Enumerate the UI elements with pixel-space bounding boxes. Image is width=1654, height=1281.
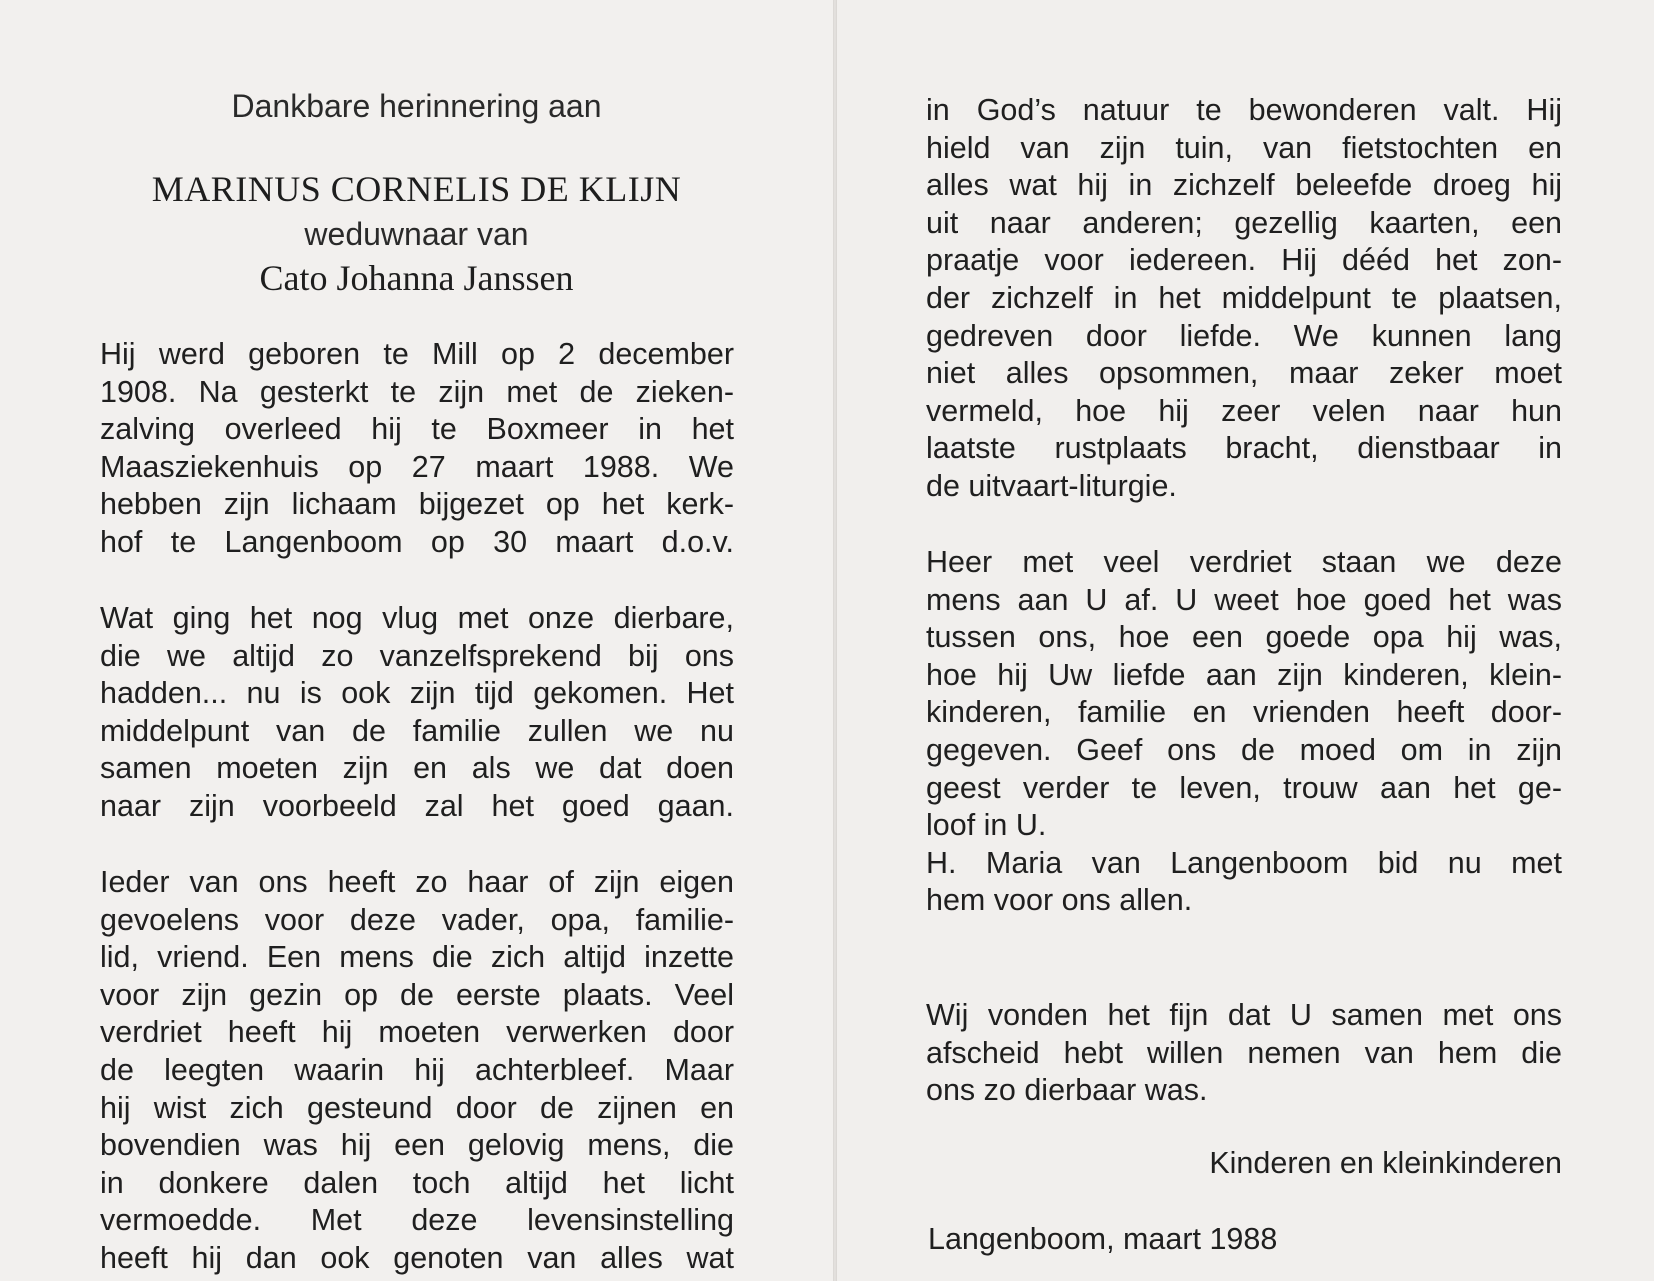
text-line: in donkere dalen toch altijd het licht bbox=[100, 1165, 734, 1200]
text-line: vermoedde. Met deze levensinstelling bbox=[100, 1203, 734, 1238]
character-paragraph bbox=[100, 864, 734, 1278]
place-date: Langenboom, maart 1988 bbox=[928, 1222, 1278, 1256]
text-line: hof te Langenboom op 30 maart d.o.v. bbox=[100, 524, 734, 559]
text-line: Maasziekenhuis op 27 maart 1988. We bbox=[100, 449, 734, 484]
text-line: kinderen, familie en vrienden heeft door- bbox=[926, 695, 1562, 730]
text-line: alles wat hij in zichzelf beleefde droeg hij bbox=[926, 168, 1562, 203]
nature-paragraph bbox=[926, 92, 1562, 506]
text-line: gedreven door liefde. We kunnen lang bbox=[926, 318, 1562, 353]
text-line: afscheid hebt willen nemen van hem die bbox=[926, 1035, 1562, 1070]
text-line: middelpunt van de familie zullen we nu bbox=[100, 713, 734, 748]
birth-death-paragraph bbox=[100, 336, 734, 562]
thanks-paragraph bbox=[926, 997, 1562, 1110]
text-line: de leegten waarin hij achterbleef. Maar bbox=[100, 1052, 734, 1087]
intro-line: Dankbare herinnering aan bbox=[231, 88, 602, 124]
text-line: Wat ging het nog vlug met onze dierbare, bbox=[100, 601, 734, 635]
text-line: hadden... nu is ook zijn tijd gekomen. Het bbox=[100, 676, 734, 711]
text-line: H. Maria van Langenboom bid nu met bbox=[926, 845, 1562, 880]
text-line: ons zo dierbaar was. bbox=[926, 1073, 1208, 1108]
relation-line: weduwnaar van bbox=[304, 216, 529, 252]
remembrance-paragraph bbox=[100, 600, 734, 826]
text-line: uit naar anderen; gezellig kaarten, een bbox=[926, 205, 1562, 240]
text-line: laatste rustplaats bracht, dienstbaar in bbox=[926, 431, 1562, 466]
text-line: lid, vriend. Een mens die zich altijd inzette bbox=[100, 940, 734, 975]
text-line: vermeld, hoe hij zeer velen naar hun bbox=[926, 393, 1562, 428]
text-line: Wij vonden het fijn dat U samen met ons bbox=[926, 998, 1562, 1032]
text-line: naar zijn voorbeeld zal het goed gaan. bbox=[100, 788, 734, 823]
text-line: hebben zijn lichaam bijgezet op het kerk- bbox=[100, 487, 734, 522]
text-line: hoe hij Uw liefde aan zijn kinderen, klein- bbox=[926, 657, 1562, 692]
text-line: gegeven. Geef ons de moed om in zijn bbox=[926, 732, 1562, 767]
text-line: hem voor ons allen. bbox=[926, 883, 1193, 918]
text-line: tussen ons, hoe een goede opa hij was, bbox=[926, 620, 1562, 655]
text-line: samen moeten zijn en als we dat doen bbox=[100, 751, 734, 786]
text-line: heeft hij dan ook genoten van alles wat bbox=[100, 1240, 734, 1275]
text-line: in God’s natuur te bewonderen valt. Hij bbox=[926, 93, 1562, 127]
text-line: Hij werd geboren te Mill op 2 december bbox=[100, 337, 734, 371]
spouse-name: Cato Johanna Janssen bbox=[259, 258, 574, 298]
text-line: bovendien was hij een gelovig mens, die bbox=[100, 1128, 734, 1163]
text-line: loof in U. bbox=[926, 808, 1047, 843]
text-line: die we altijd zo vanzelfsprekend bij ons bbox=[100, 638, 734, 673]
text-line: mens aan U af. U weet hoe goed het was bbox=[926, 582, 1562, 617]
prayer-paragraph bbox=[926, 544, 1562, 920]
text-line: hield van zijn tuin, van fietstochten en bbox=[926, 130, 1562, 165]
text-line: geest verder te leven, trouw aan het ge- bbox=[926, 770, 1562, 805]
right-panel bbox=[837, 0, 1654, 1281]
text-line: 1908. Na gesterkt te zijn met de zieken- bbox=[100, 374, 734, 409]
deceased-name: MARINUS CORNELIS DE KLIJN bbox=[151, 169, 682, 209]
text-line: voor zijn gezin op de eerste plaats. Veel bbox=[100, 977, 734, 1012]
text-line: der zichzelf in het middelpunt te plaatsen, bbox=[926, 280, 1562, 315]
text-line: de uitvaart-liturgie. bbox=[926, 468, 1177, 503]
text-line: Heer met veel verdriet staan we deze bbox=[926, 545, 1562, 579]
text-line: gevoelens voor deze vader, opa, familie- bbox=[100, 902, 734, 937]
text-line: niet alles opsommen, maar zeker moet bbox=[926, 356, 1562, 391]
text-line: Ieder van ons heeft zo haar of zijn eigen bbox=[100, 865, 734, 899]
signature: Kinderen en kleinkinderen bbox=[1209, 1146, 1562, 1180]
text-line: praatje voor iedereen. Hij dééd het zon- bbox=[926, 243, 1562, 278]
text-line: zalving overleed hij te Boxmeer in het bbox=[100, 412, 734, 447]
text-line: verdriet heeft hij moeten verwerken door bbox=[100, 1015, 734, 1050]
text-line: hij wist zich gesteund door de zijnen en bbox=[100, 1090, 734, 1125]
